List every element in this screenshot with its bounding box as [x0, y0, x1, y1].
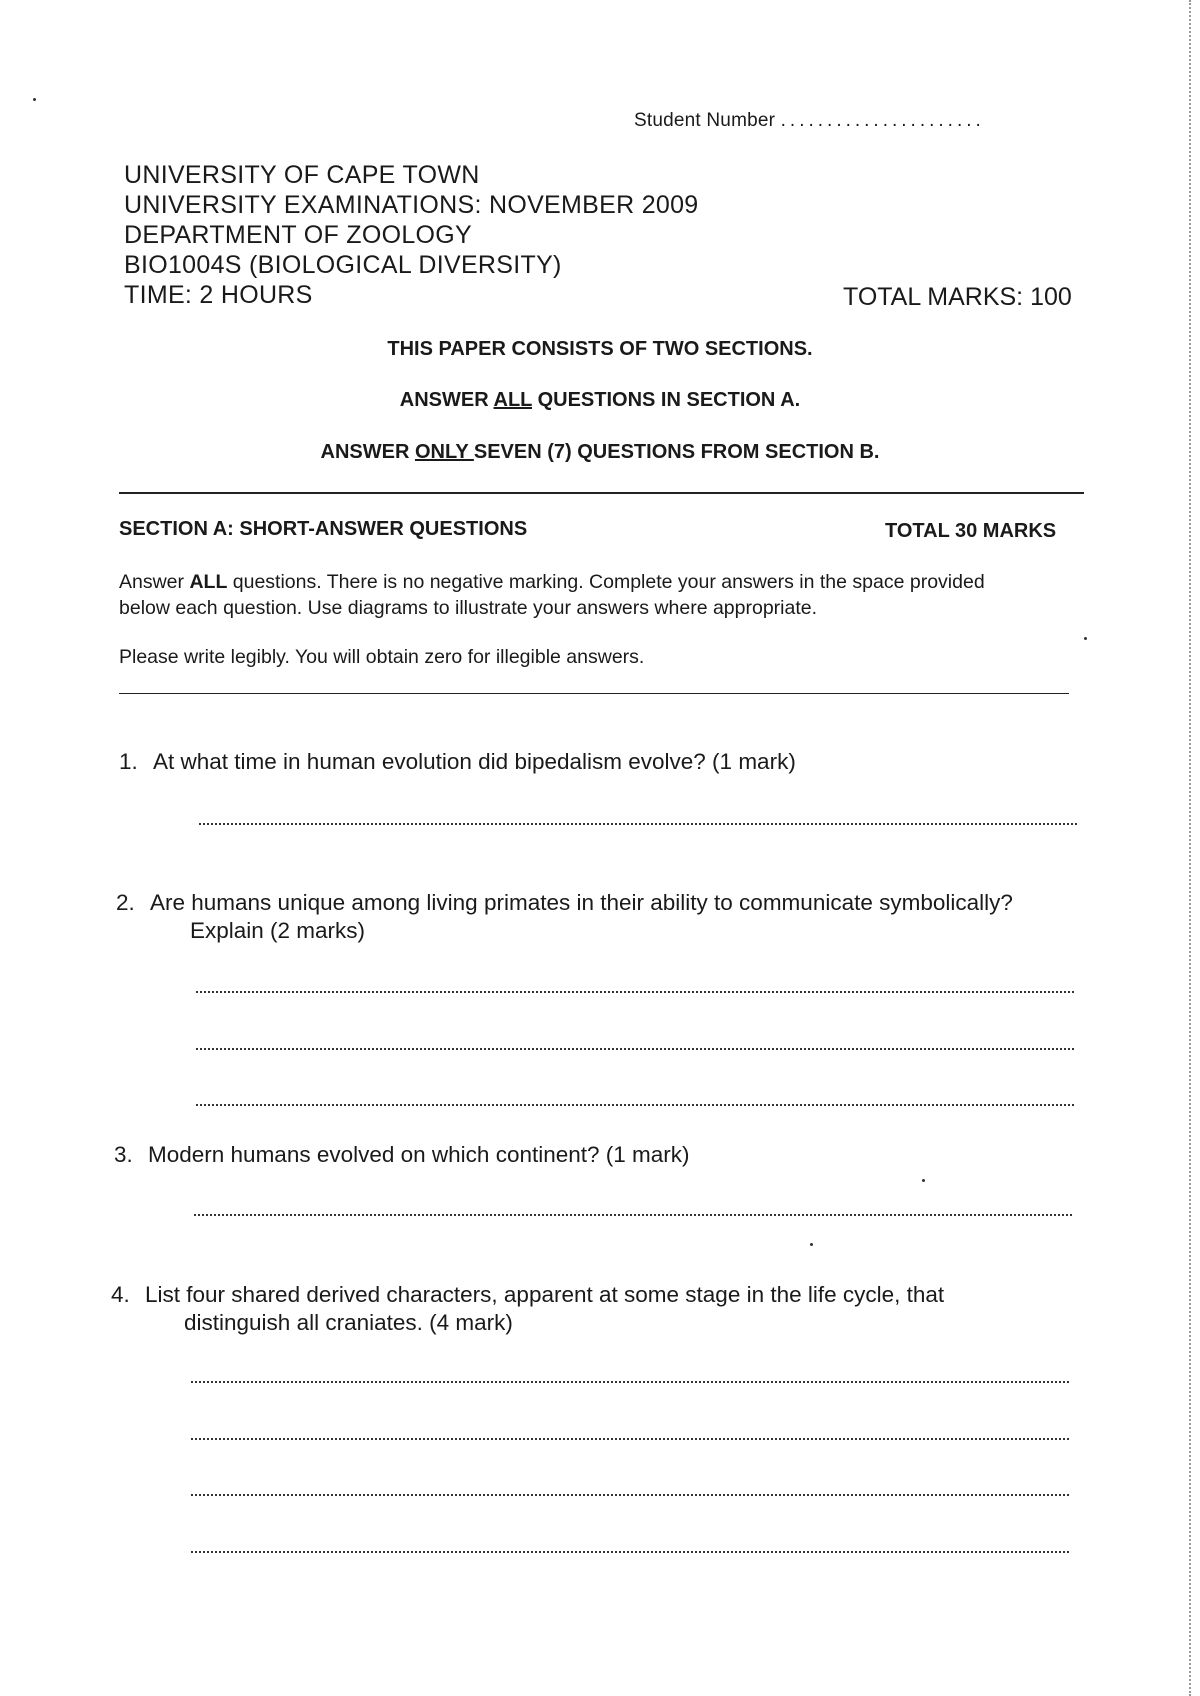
instruction-text: ANSWER: [399, 389, 494, 411]
section-a-title: SECTION A: SHORT-ANSWER QUESTIONS: [119, 518, 528, 540]
answer-line[interactable]: [194, 1214, 1072, 1216]
scan-speck: [922, 1179, 925, 1182]
divider-top: [119, 492, 1084, 494]
answer-line[interactable]: [196, 991, 1074, 993]
question-text: List four shared derived characters, apparent at some stage in the life cycle, that: [145, 1282, 945, 1307]
legibility-note: Please write legibly. You will obtain zero for illegible answers.: [119, 646, 645, 668]
answer-line[interactable]: [191, 1381, 1069, 1383]
question-continuation: distinguish all craniates. (4 mark): [184, 1310, 513, 1335]
answer-line[interactable]: [191, 1438, 1069, 1440]
instruction-text: QUESTIONS IN SECTION A.: [532, 389, 801, 411]
question-text: Are humans unique among living primates in their ability to communicate symbolically?: [150, 890, 1013, 915]
student-number-label: Student Number: [634, 110, 776, 131]
question-number: 3.: [114, 1142, 133, 1167]
instruction-sections: THIS PAPER CONSISTS OF TWO SECTIONS.: [387, 338, 813, 360]
answer-line[interactable]: [191, 1551, 1069, 1553]
question-2: [116, 889, 1013, 945]
answer-line[interactable]: [199, 823, 1077, 825]
instruction-emphasis: ONLY: [414, 441, 474, 463]
instruction-section-b: [0, 441, 1200, 464]
total-marks: TOTAL MARKS: 100: [843, 283, 1072, 311]
question-4: [111, 1281, 944, 1337]
answer-line[interactable]: [196, 1104, 1074, 1106]
question-text: Modern humans evolved on which continent? (1 mark): [148, 1142, 690, 1167]
scan-speck: [810, 1243, 813, 1246]
question-number: 4.: [111, 1282, 130, 1307]
student-number-blank: ......................: [780, 110, 985, 131]
question-number: 2.: [116, 890, 135, 915]
instruction-section-a: [0, 389, 1200, 412]
section-a-total: TOTAL 30 MARKS: [885, 520, 1057, 542]
instruction-text: ANSWER: [320, 441, 415, 463]
answer-line[interactable]: [191, 1494, 1069, 1496]
question-1: [119, 748, 796, 776]
exam-time: TIME: 2 HOURS: [124, 281, 313, 309]
scan-speck: [1084, 637, 1087, 640]
department-name: DEPARTMENT OF ZOOLOGY: [124, 221, 473, 249]
scan-edge-artifact: [1189, 0, 1191, 1696]
instruction-text: SEVEN (7) QUESTIONS FROM SECTION B.: [473, 441, 880, 463]
scan-speck: [33, 98, 36, 101]
course-code: BIO1004S (BIOLOGICAL DIVERSITY): [124, 251, 562, 279]
section-a-instructions: [119, 569, 1019, 621]
question-continuation: Explain (2 marks): [190, 918, 366, 943]
instruction-text: questions. There is no negative marking. Complete your answers in the space provided below each question. Use diagrams to illustrate your answers where appropriate.: [119, 571, 985, 619]
instruction-text: Answer: [119, 571, 190, 593]
question-3: [114, 1141, 690, 1169]
instruction-emphasis: ALL: [493, 389, 533, 411]
divider-section-a: [119, 693, 1069, 694]
exam-header: [124, 160, 699, 310]
university-name: UNIVERSITY OF CAPE TOWN: [124, 161, 480, 189]
answer-line[interactable]: [196, 1048, 1074, 1050]
student-number-field[interactable]: [634, 110, 985, 132]
exam-title: UNIVERSITY EXAMINATIONS: NOVEMBER 2009: [124, 191, 699, 219]
question-number: 1.: [119, 749, 138, 774]
instruction-emphasis: ALL: [189, 571, 228, 593]
question-text: At what time in human evolution did bipedalism evolve? (1 mark): [153, 749, 796, 774]
